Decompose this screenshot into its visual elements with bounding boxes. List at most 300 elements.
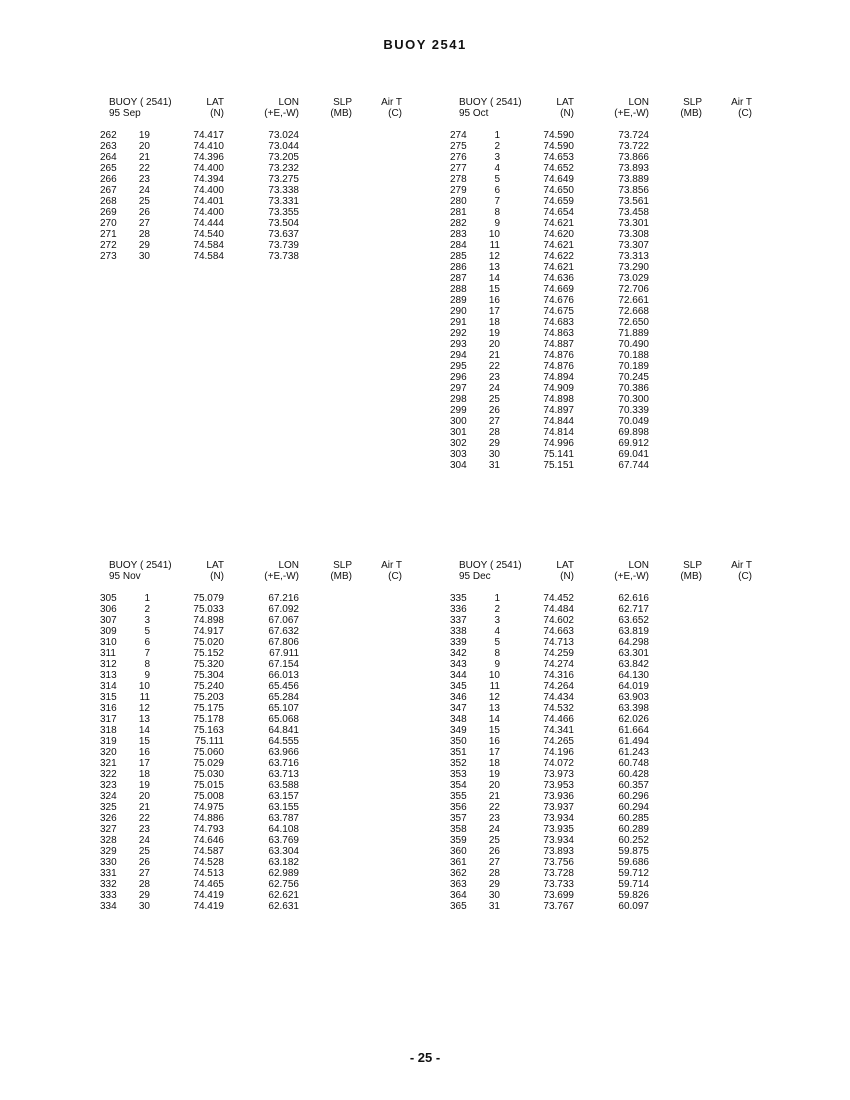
lon-cell: 72.650 — [618, 317, 649, 328]
lon-cell: 73.739 — [268, 240, 299, 251]
lat-cell: 74.713 — [543, 637, 574, 648]
lat-cell: 74.072 — [543, 758, 574, 769]
lon-cell: 65.068 — [268, 714, 299, 725]
month-label: 95 Nov — [109, 571, 141, 582]
day-of-year-cell: 342 — [450, 648, 467, 659]
lat-cell: 74.887 — [543, 339, 574, 350]
day-of-year-cell: 278 — [450, 174, 467, 185]
table-row — [448, 857, 828, 868]
table-row — [448, 901, 828, 912]
lon-cell: 67.806 — [268, 637, 299, 648]
lat-cell: 74.400 — [193, 207, 224, 218]
day-of-year-cell: 362 — [450, 868, 467, 879]
lat-cell: 73.756 — [543, 857, 574, 868]
day-cell: 24 — [488, 383, 500, 394]
lat-cell: 74.844 — [543, 416, 574, 427]
lon-cell: 59.826 — [618, 890, 649, 901]
day-cell: 3 — [144, 615, 150, 626]
lat-cell: 74.466 — [543, 714, 574, 725]
table-row — [98, 780, 478, 791]
day-of-year-cell: 289 — [450, 295, 467, 306]
table-row — [98, 152, 478, 163]
lat-cell: 74.590 — [543, 141, 574, 152]
table-row — [448, 174, 828, 185]
day-of-year-cell: 347 — [450, 703, 467, 714]
lat-cell: 75.178 — [193, 714, 224, 725]
lat-cell: 74.196 — [543, 747, 574, 758]
table-row — [98, 736, 478, 747]
day-cell: 16 — [488, 295, 500, 306]
day-cell: 22 — [138, 163, 150, 174]
day-cell: 24 — [138, 835, 150, 846]
table-row — [448, 317, 828, 328]
month-label: 95 Sep — [109, 108, 141, 119]
lat-cell: 74.419 — [193, 890, 224, 901]
day-cell: 30 — [138, 251, 150, 262]
day-of-year-cell: 307 — [100, 615, 117, 626]
table-row — [98, 747, 478, 758]
day-of-year-cell: 282 — [450, 218, 467, 229]
day-of-year-cell: 360 — [450, 846, 467, 857]
lat-header: LAT — [206, 97, 224, 108]
lat-cell: 74.274 — [543, 659, 574, 670]
lon-cell: 63.819 — [618, 626, 649, 637]
lon-cell: 60.285 — [618, 813, 649, 824]
day-of-year-cell: 312 — [100, 659, 117, 670]
slp-header: SLP — [333, 97, 352, 108]
lat-cell: 74.649 — [543, 174, 574, 185]
day-cell: 17 — [488, 747, 500, 758]
lon-cell: 70.300 — [618, 394, 649, 405]
lat-cell: 75.320 — [193, 659, 224, 670]
lon-header: LON — [278, 560, 299, 571]
table-row — [98, 648, 478, 659]
day-of-year-cell: 346 — [450, 692, 467, 703]
table-row — [448, 328, 828, 339]
lat-cell: 74.654 — [543, 207, 574, 218]
day-of-year-cell: 349 — [450, 725, 467, 736]
lon-cell: 63.769 — [268, 835, 299, 846]
table-row — [448, 141, 828, 152]
day-of-year-cell: 344 — [450, 670, 467, 681]
lat-cell: 74.659 — [543, 196, 574, 207]
lon-cell: 63.903 — [618, 692, 649, 703]
airt-header: Air T — [381, 560, 402, 571]
lat-cell: 73.728 — [543, 868, 574, 879]
day-cell: 2 — [144, 604, 150, 615]
day-cell: 23 — [488, 813, 500, 824]
lon-cell: 63.787 — [268, 813, 299, 824]
day-of-year-cell: 306 — [100, 604, 117, 615]
table-block-dec — [448, 560, 828, 912]
table-row — [98, 791, 478, 802]
lat-cell: 74.898 — [543, 394, 574, 405]
day-of-year-cell: 272 — [100, 240, 117, 251]
table-block-nov — [98, 560, 478, 912]
lon-cell: 73.856 — [618, 185, 649, 196]
lat-cell: 74.400 — [193, 185, 224, 196]
day-of-year-cell: 337 — [450, 615, 467, 626]
lat-cell: 74.793 — [193, 824, 224, 835]
day-of-year-cell: 303 — [450, 449, 467, 460]
day-of-year-cell: 357 — [450, 813, 467, 824]
day-cell: 20 — [138, 141, 150, 152]
lat-cell: 73.934 — [543, 813, 574, 824]
lon-cell: 65.107 — [268, 703, 299, 714]
table-row — [448, 405, 828, 416]
lat-cell: 73.893 — [543, 846, 574, 857]
month-label: 95 Oct — [459, 108, 489, 119]
lon-cell: 64.108 — [268, 824, 299, 835]
table-row — [448, 758, 828, 769]
day-cell: 29 — [138, 890, 150, 901]
lat-cell: 75.152 — [193, 648, 224, 659]
day-cell: 25 — [138, 846, 150, 857]
table-row — [448, 835, 828, 846]
day-cell: 22 — [488, 361, 500, 372]
lon-cell: 70.189 — [618, 361, 649, 372]
table-row — [98, 681, 478, 692]
day-of-year-cell: 265 — [100, 163, 117, 174]
day-cell: 26 — [488, 405, 500, 416]
day-cell: 23 — [138, 824, 150, 835]
lat-cell: 74.909 — [543, 383, 574, 394]
table-row — [98, 879, 478, 890]
day-cell: 5 — [144, 626, 150, 637]
day-cell: 17 — [138, 758, 150, 769]
day-cell: 28 — [488, 868, 500, 879]
table-row — [448, 295, 828, 306]
day-of-year-cell: 286 — [450, 262, 467, 273]
day-cell: 18 — [138, 769, 150, 780]
day-of-year-cell: 359 — [450, 835, 467, 846]
day-of-year-cell: 351 — [450, 747, 467, 758]
day-of-year-cell: 326 — [100, 813, 117, 824]
table-row — [448, 626, 828, 637]
lon-cell: 63.398 — [618, 703, 649, 714]
day-cell: 4 — [494, 163, 500, 174]
lon-cell: 72.668 — [618, 306, 649, 317]
day-cell: 28 — [138, 879, 150, 890]
table-row — [98, 604, 478, 615]
lon-cell: 73.561 — [618, 196, 649, 207]
lon-cell: 73.458 — [618, 207, 649, 218]
month-label: 95 Dec — [459, 571, 491, 582]
lon-header: LON — [628, 560, 649, 571]
day-of-year-cell: 270 — [100, 218, 117, 229]
day-of-year-cell: 315 — [100, 692, 117, 703]
day-of-year-cell: 292 — [450, 328, 467, 339]
table-row — [448, 615, 828, 626]
lat-cell: 74.653 — [543, 152, 574, 163]
day-cell: 11 — [139, 692, 150, 703]
day-cell: 27 — [138, 218, 150, 229]
lat-cell: 74.917 — [193, 626, 224, 637]
lat-cell: 75.304 — [193, 670, 224, 681]
lon-cell: 63.716 — [268, 758, 299, 769]
day-of-year-cell: 352 — [450, 758, 467, 769]
day-cell: 12 — [488, 692, 500, 703]
day-of-year-cell: 291 — [450, 317, 467, 328]
lat-cell: 74.532 — [543, 703, 574, 714]
lat-cell: 74.996 — [543, 438, 574, 449]
day-cell: 11 — [489, 681, 500, 692]
lat-cell: 74.540 — [193, 229, 224, 240]
lon-cell: 63.842 — [618, 659, 649, 670]
day-of-year-cell: 316 — [100, 703, 117, 714]
day-of-year-cell: 331 — [100, 868, 117, 879]
table-row — [448, 196, 828, 207]
day-cell: 10 — [488, 670, 500, 681]
lat-cell: 74.396 — [193, 152, 224, 163]
day-of-year-cell: 335 — [450, 593, 467, 604]
lon-cell: 70.049 — [618, 416, 649, 427]
lon-cell: 70.386 — [618, 383, 649, 394]
lon-cell: 69.898 — [618, 427, 649, 438]
lon-cell: 69.912 — [618, 438, 649, 449]
day-of-year-cell: 277 — [450, 163, 467, 174]
table-row — [448, 449, 828, 460]
table-row — [98, 659, 478, 670]
lat-cell: 74.434 — [543, 692, 574, 703]
day-of-year-cell: 305 — [100, 593, 117, 604]
lon-cell: 61.494 — [618, 736, 649, 747]
day-cell: 27 — [488, 416, 500, 427]
table-row — [448, 350, 828, 361]
day-cell: 30 — [138, 901, 150, 912]
table-row — [98, 251, 478, 262]
lon-cell: 61.243 — [618, 747, 649, 758]
lat-cell: 74.975 — [193, 802, 224, 813]
day-cell: 5 — [494, 174, 500, 185]
day-of-year-cell: 330 — [100, 857, 117, 868]
lon-cell: 73.232 — [268, 163, 299, 174]
day-cell: 21 — [138, 802, 150, 813]
lon-cell: 63.301 — [618, 648, 649, 659]
lon-cell: 71.889 — [618, 328, 649, 339]
table-row — [448, 824, 828, 835]
table-row — [448, 659, 828, 670]
day-cell: 16 — [488, 736, 500, 747]
lat-cell: 74.620 — [543, 229, 574, 240]
day-of-year-cell: 268 — [100, 196, 117, 207]
lon-cell: 63.966 — [268, 747, 299, 758]
table-row — [448, 747, 828, 758]
lon-cell: 70.490 — [618, 339, 649, 350]
day-cell: 19 — [138, 780, 150, 791]
lat-cell: 73.767 — [543, 901, 574, 912]
day-of-year-cell: 280 — [450, 196, 467, 207]
table-row — [98, 637, 478, 648]
table-row — [448, 681, 828, 692]
table-rows — [98, 593, 478, 912]
table-row — [448, 460, 828, 471]
day-cell: 26 — [138, 857, 150, 868]
day-cell: 1 — [494, 130, 500, 141]
day-of-year-cell: 361 — [450, 857, 467, 868]
table-block-oct — [448, 97, 828, 471]
slp-header: SLP — [683, 560, 702, 571]
lon-cell: 67.744 — [618, 460, 649, 471]
day-cell: 7 — [144, 648, 150, 659]
day-of-year-cell: 271 — [100, 229, 117, 240]
lat-cell: 74.341 — [543, 725, 574, 736]
day-of-year-cell: 274 — [450, 130, 467, 141]
lon-cell: 65.284 — [268, 692, 299, 703]
lat-cell: 74.400 — [193, 163, 224, 174]
slp-unit: (MB) — [330, 571, 352, 582]
lat-cell: 74.465 — [193, 879, 224, 890]
day-of-year-cell: 266 — [100, 174, 117, 185]
lon-cell: 64.298 — [618, 637, 649, 648]
day-cell: 8 — [494, 207, 500, 218]
day-of-year-cell: 325 — [100, 802, 117, 813]
day-of-year-cell: 273 — [100, 251, 117, 262]
day-of-year-cell: 288 — [450, 284, 467, 295]
table-row — [448, 802, 828, 813]
page-title: BUOY 2541 — [383, 37, 467, 52]
lon-cell: 59.712 — [618, 868, 649, 879]
lon-cell: 73.290 — [618, 262, 649, 273]
lon-cell: 64.841 — [268, 725, 299, 736]
table-row — [448, 648, 828, 659]
day-of-year-cell: 310 — [100, 637, 117, 648]
table-row — [448, 769, 828, 780]
day-of-year-cell: 343 — [450, 659, 467, 670]
day-cell: 13 — [488, 262, 500, 273]
day-of-year-cell: 269 — [100, 207, 117, 218]
lon-cell: 63.155 — [268, 802, 299, 813]
lon-cell: 60.428 — [618, 769, 649, 780]
lat-cell: 74.898 — [193, 615, 224, 626]
table-row — [448, 846, 828, 857]
lat-cell: 75.008 — [193, 791, 224, 802]
day-cell: 27 — [488, 857, 500, 868]
slp-unit: (MB) — [680, 571, 702, 582]
day-of-year-cell: 298 — [450, 394, 467, 405]
day-cell: 22 — [138, 813, 150, 824]
day-of-year-cell: 290 — [450, 306, 467, 317]
table-row — [448, 372, 828, 383]
lat-cell: 74.814 — [543, 427, 574, 438]
day-of-year-cell: 293 — [450, 339, 467, 350]
lat-cell: 74.622 — [543, 251, 574, 262]
lat-cell: 74.265 — [543, 736, 574, 747]
table-row — [448, 714, 828, 725]
table-row — [448, 207, 828, 218]
lon-cell: 73.355 — [268, 207, 299, 218]
table-row — [98, 218, 478, 229]
table-row — [448, 185, 828, 196]
day-cell: 23 — [138, 174, 150, 185]
lat-cell: 74.676 — [543, 295, 574, 306]
lat-cell: 75.141 — [543, 449, 574, 460]
day-of-year-cell: 276 — [450, 152, 467, 163]
lon-cell: 63.652 — [618, 615, 649, 626]
lat-cell: 75.079 — [193, 593, 224, 604]
table-row — [448, 163, 828, 174]
day-of-year-cell: 287 — [450, 273, 467, 284]
table-rows — [448, 593, 828, 912]
lon-cell: 73.205 — [268, 152, 299, 163]
lon-cell: 73.308 — [618, 229, 649, 240]
day-of-year-cell: 297 — [450, 383, 467, 394]
table-row — [448, 218, 828, 229]
table-row — [98, 174, 478, 185]
table-row — [448, 416, 828, 427]
day-cell: 13 — [138, 714, 150, 725]
day-cell: 7 — [494, 196, 500, 207]
day-cell: 19 — [488, 328, 500, 339]
lon-header: LON — [628, 97, 649, 108]
lat-cell: 74.419 — [193, 901, 224, 912]
day-of-year-cell: 302 — [450, 438, 467, 449]
lat-cell: 74.602 — [543, 615, 574, 626]
day-of-year-cell: 363 — [450, 879, 467, 890]
lat-cell: 73.973 — [543, 769, 574, 780]
table-row — [448, 262, 828, 273]
table-row — [448, 339, 828, 350]
lat-cell: 73.733 — [543, 879, 574, 890]
table-block-sep — [98, 97, 478, 262]
lon-cell: 62.756 — [268, 879, 299, 890]
day-of-year-cell: 318 — [100, 725, 117, 736]
table-row — [98, 593, 478, 604]
day-of-year-cell: 356 — [450, 802, 467, 813]
table-row — [98, 802, 478, 813]
lon-cell: 72.706 — [618, 284, 649, 295]
table-row — [448, 879, 828, 890]
table-row — [448, 725, 828, 736]
lon-cell: 64.130 — [618, 670, 649, 681]
lon-cell: 73.044 — [268, 141, 299, 152]
lon-cell: 64.555 — [268, 736, 299, 747]
day-cell: 20 — [488, 339, 500, 350]
lat-unit: (N) — [560, 571, 574, 582]
lat-cell: 74.452 — [543, 593, 574, 604]
lat-cell: 74.621 — [543, 262, 574, 273]
day-of-year-cell: 314 — [100, 681, 117, 692]
day-cell: 14 — [138, 725, 150, 736]
table-row — [448, 736, 828, 747]
page-number: - 25 - — [409, 1050, 441, 1065]
lon-cell: 73.893 — [618, 163, 649, 174]
table-row — [448, 383, 828, 394]
lat-unit: (N) — [210, 571, 224, 582]
lon-cell: 60.289 — [618, 824, 649, 835]
table-row — [448, 780, 828, 791]
lon-cell: 69.041 — [618, 449, 649, 460]
day-cell: 31 — [488, 460, 500, 471]
table-row — [98, 769, 478, 780]
buoy-header: BUOY ( 2541) — [109, 560, 172, 571]
day-cell: 23 — [488, 372, 500, 383]
lon-cell: 73.024 — [268, 130, 299, 141]
table-row — [448, 438, 828, 449]
lat-cell: 73.934 — [543, 835, 574, 846]
table-row — [98, 857, 478, 868]
table-row — [98, 130, 478, 141]
table-row — [98, 890, 478, 901]
lon-unit: (+E,-W) — [614, 571, 649, 582]
table-row — [98, 207, 478, 218]
day-cell: 8 — [494, 648, 500, 659]
day-of-year-cell: 364 — [450, 890, 467, 901]
airt-header: Air T — [731, 560, 752, 571]
lat-cell: 74.876 — [543, 350, 574, 361]
day-cell: 21 — [488, 350, 500, 361]
day-of-year-cell: 333 — [100, 890, 117, 901]
